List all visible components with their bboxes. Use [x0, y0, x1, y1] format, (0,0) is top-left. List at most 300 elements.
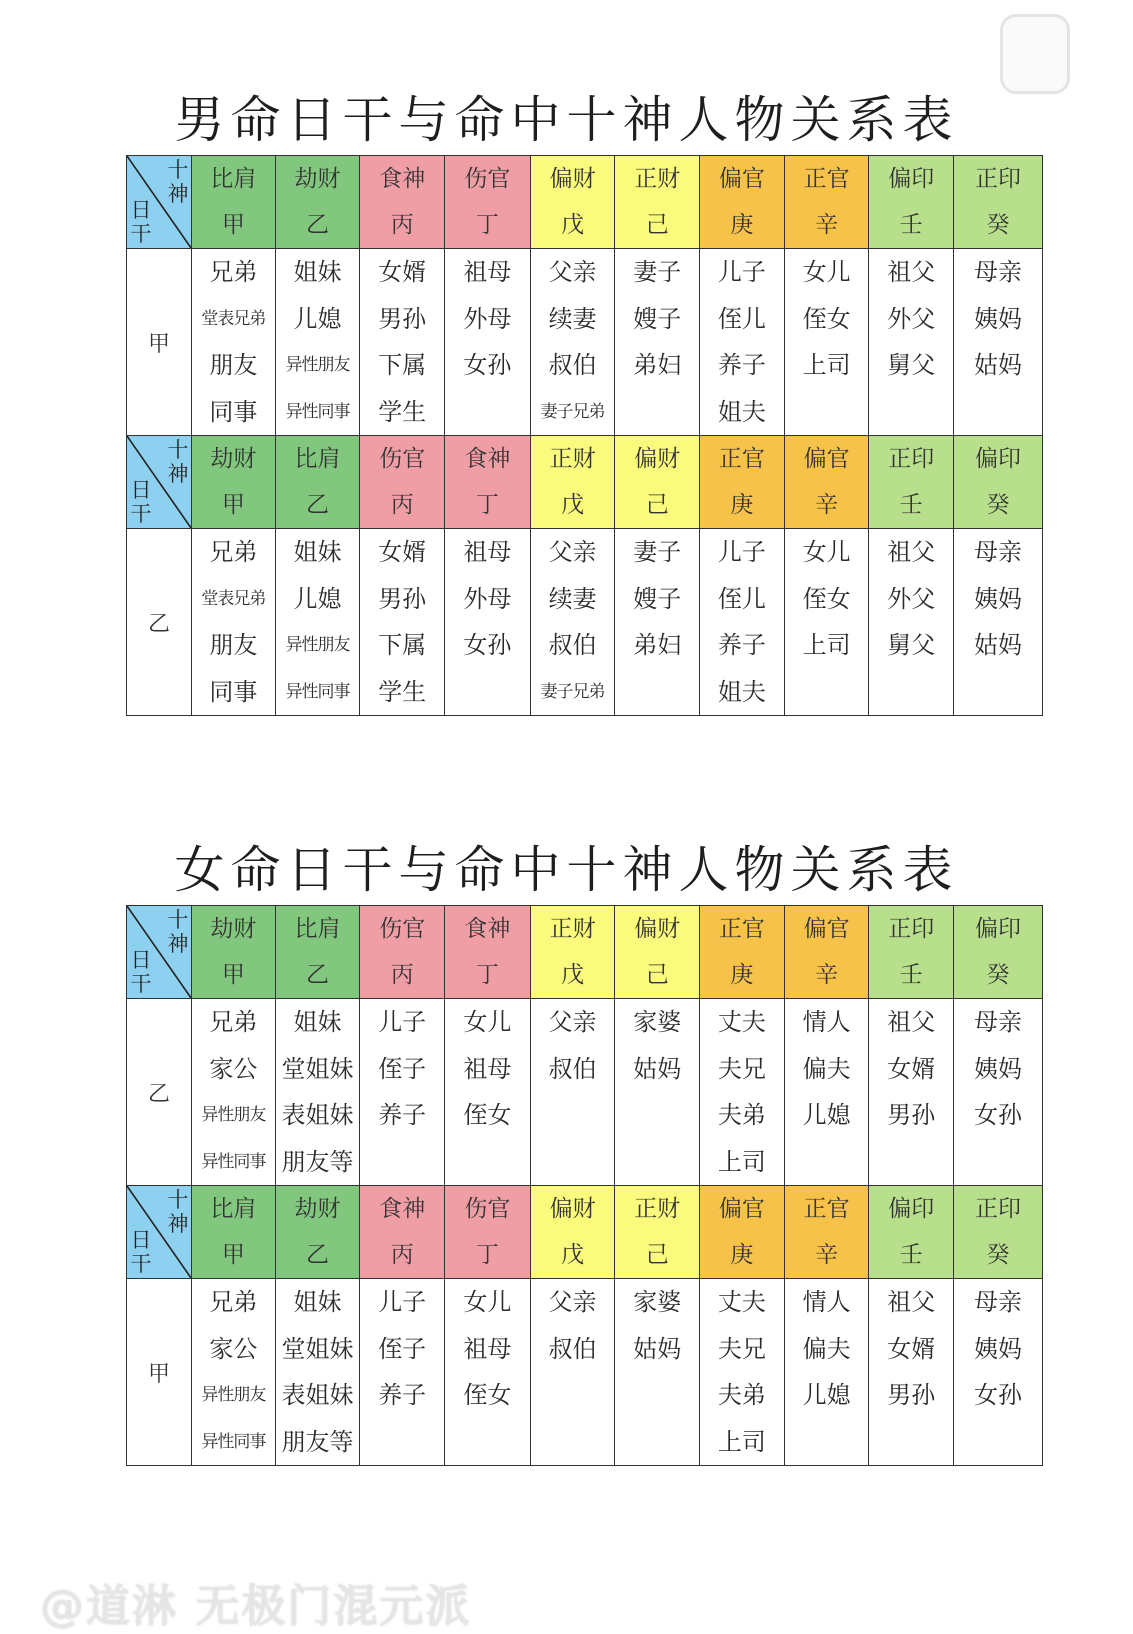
ten-god-name: 正官 — [803, 166, 850, 192]
corner-shen-top: 十 — [167, 158, 189, 182]
relation-item: 女儿 — [463, 1288, 512, 1316]
heavenly-stem: 丙 — [390, 492, 414, 518]
ten-god-name: 正官 — [803, 1196, 850, 1222]
female-relationship-table — [126, 905, 1043, 1466]
ten-god-name: 食神 — [379, 1196, 426, 1222]
relation-item: 儿媳 — [293, 304, 342, 333]
ten-god-header — [445, 1186, 531, 1279]
relation-item: 上司 — [717, 1427, 766, 1456]
relation-row — [127, 1279, 1043, 1466]
corner-gan-side: 日 — [130, 1228, 152, 1252]
relation-item: 兄弟 — [209, 538, 258, 566]
relation-item: 祖父 — [887, 1008, 936, 1036]
relation-item: 下属 — [378, 351, 427, 379]
relation-item: 祖母 — [463, 258, 512, 286]
heavenly-stem: 丁 — [475, 1242, 499, 1268]
ten-god-header — [192, 156, 276, 249]
relation-item: 叔伯 — [548, 1334, 597, 1363]
ten-god-name: 伤官 — [379, 916, 426, 942]
corner-gan-side: 日 — [130, 948, 152, 972]
ten-god-header — [954, 156, 1043, 249]
relation-cell — [700, 999, 785, 1186]
header-row — [127, 436, 1043, 529]
heavenly-stem: 壬 — [899, 492, 923, 518]
heavenly-stem: 甲 — [221, 1242, 245, 1268]
ten-god-header — [445, 906, 531, 999]
relation-item: 养子 — [717, 631, 766, 659]
relation-item: 侄儿 — [717, 304, 766, 333]
relation-item: 姑妈 — [633, 1334, 682, 1363]
relation-cell — [445, 999, 531, 1186]
relation-item: 侄女 — [463, 1101, 512, 1129]
relation-item: 男孙 — [378, 304, 427, 333]
relation-item: 嫂子 — [633, 304, 682, 333]
relation-item: 儿子 — [378, 1288, 427, 1316]
relation-item: 姨妈 — [974, 584, 1023, 613]
relation-item: 异性同事 — [201, 1151, 266, 1172]
ten-god-header — [954, 436, 1043, 529]
ten-god-name: 偏财 — [549, 166, 596, 192]
male-table-title: 男命日干与命中十神人物关系表 — [174, 91, 959, 149]
ten-god-header — [530, 156, 615, 249]
corner-gan-label — [130, 948, 152, 996]
corner-cell — [127, 1186, 192, 1279]
relation-cell — [360, 529, 445, 716]
relation-item: 家婆 — [633, 1288, 682, 1316]
relation-item: 嫂子 — [633, 584, 682, 613]
relation-item: 叔伯 — [548, 1054, 597, 1083]
relation-item: 情人 — [802, 1288, 851, 1316]
ten-god-name: 偏财 — [549, 1196, 596, 1222]
relation-item: 男孙 — [887, 1101, 936, 1129]
ten-god-name: 正财 — [634, 1196, 681, 1222]
ten-god-name: 伤官 — [464, 1196, 511, 1222]
relation-item: 儿媳 — [802, 1101, 851, 1129]
relation-item: 异性同事 — [201, 1431, 266, 1452]
relation-item: 母亲 — [974, 1288, 1023, 1316]
corner-gan-bottom: 干 — [130, 1252, 152, 1276]
relation-item: 女儿 — [463, 1008, 512, 1036]
relation-cell — [445, 1279, 531, 1466]
relation-row — [127, 529, 1043, 716]
ten-god-header — [615, 1186, 700, 1279]
relation-item: 外父 — [887, 584, 936, 613]
ten-god-name: 比肩 — [210, 166, 257, 192]
relation-item: 上司 — [717, 1147, 766, 1176]
relation-cell — [954, 999, 1043, 1186]
heavenly-stem: 乙 — [306, 492, 330, 518]
relation-cell — [784, 249, 869, 436]
heavenly-stem: 甲 — [221, 962, 245, 988]
relation-item: 父亲 — [548, 1008, 597, 1036]
ten-god-name: 正印 — [888, 916, 935, 942]
relation-item: 女孙 — [974, 1381, 1023, 1409]
relation-item: 母亲 — [974, 538, 1023, 566]
relation-item: 儿子 — [378, 1008, 427, 1036]
ten-god-header — [615, 436, 700, 529]
relation-item: 姐妹 — [293, 1008, 342, 1036]
relation-item: 侄子 — [378, 1334, 427, 1363]
relation-item: 夫兄 — [717, 1054, 766, 1083]
relation-item: 上司 — [802, 351, 851, 379]
relation-cell — [869, 249, 954, 436]
relation-item: 丈夫 — [717, 1288, 766, 1316]
relation-cell — [530, 999, 615, 1186]
ten-god-header — [869, 156, 954, 249]
male-relationship-table — [126, 155, 1043, 716]
ten-god-header — [869, 1186, 954, 1279]
relation-item: 朋友等 — [281, 1427, 354, 1456]
heavenly-stem: 壬 — [899, 962, 923, 988]
relation-cell — [530, 529, 615, 716]
relation-item: 女婿 — [887, 1054, 936, 1083]
relation-item: 妻子兄弟 — [540, 681, 605, 702]
corner-cell — [127, 906, 192, 999]
relation-item: 父亲 — [548, 258, 597, 286]
ten-god-name: 偏财 — [634, 916, 681, 942]
relation-item: 祖母 — [463, 1334, 512, 1363]
relation-item: 养子 — [378, 1381, 427, 1409]
relation-item: 侄女 — [463, 1381, 512, 1409]
ten-god-name: 正财 — [634, 166, 681, 192]
ten-god-name: 偏官 — [803, 916, 850, 942]
relation-item: 异性朋友 — [201, 1105, 266, 1125]
relation-item: 堂姐妹 — [281, 1334, 354, 1363]
relation-item: 儿媳 — [802, 1381, 851, 1409]
corner-shen-side: 神 — [167, 932, 189, 956]
heavenly-stem: 丁 — [475, 492, 499, 518]
relation-item: 外父 — [887, 304, 936, 333]
relation-item: 祖父 — [887, 538, 936, 566]
relation-item: 养子 — [378, 1101, 427, 1129]
relation-item: 儿子 — [717, 258, 766, 286]
relation-item: 侄女 — [802, 584, 851, 613]
corner-cell — [127, 436, 192, 529]
relation-item: 姑妈 — [633, 1054, 682, 1083]
corner-gan-bottom: 干 — [130, 222, 152, 246]
day-stem-cell: 乙 — [127, 529, 192, 716]
ten-god-header — [530, 1186, 615, 1279]
heavenly-stem: 壬 — [899, 212, 923, 238]
relation-item: 续妻 — [548, 304, 597, 333]
ten-god-name: 比肩 — [294, 916, 341, 942]
ten-god-name: 正财 — [549, 446, 596, 472]
ten-god-name: 食神 — [379, 166, 426, 192]
relation-cell — [700, 1279, 785, 1466]
relation-item: 兄弟 — [209, 1008, 258, 1036]
relation-item: 学生 — [378, 397, 427, 426]
corner-gan-label — [130, 1228, 152, 1276]
corner-gan-label — [130, 198, 152, 246]
relation-item: 学生 — [378, 677, 427, 706]
heavenly-stem: 戊 — [561, 492, 585, 518]
relation-item: 堂表兄弟 — [201, 308, 266, 329]
relation-cell — [700, 249, 785, 436]
corner-shen-label — [167, 1188, 189, 1236]
ten-god-name: 偏印 — [888, 166, 935, 192]
ten-god-header — [445, 156, 531, 249]
relation-item: 祖父 — [887, 1288, 936, 1316]
relation-item: 叔伯 — [548, 351, 597, 379]
header-row — [127, 906, 1043, 999]
relation-item: 兄弟 — [209, 258, 258, 286]
relation-cell — [615, 249, 700, 436]
relation-item: 姐夫 — [717, 677, 766, 706]
heavenly-stem: 乙 — [306, 1242, 330, 1268]
ten-god-name: 劫财 — [294, 166, 341, 192]
relation-item: 表姐妹 — [281, 1381, 354, 1409]
ten-god-header — [784, 156, 869, 249]
relation-cell — [954, 249, 1043, 436]
relation-cell — [615, 529, 700, 716]
relation-item: 儿子 — [717, 538, 766, 566]
corner-shen-label — [167, 158, 189, 206]
ten-god-name: 劫财 — [210, 916, 257, 942]
heavenly-stem: 辛 — [815, 1242, 839, 1268]
relation-item: 妻子兄弟 — [540, 401, 605, 422]
corner-shen-label — [167, 908, 189, 956]
ten-god-name: 正官 — [718, 446, 765, 472]
relation-item: 舅父 — [887, 631, 936, 659]
relation-item: 女孙 — [463, 631, 512, 659]
relation-item: 妻子 — [633, 258, 682, 286]
relation-cell — [445, 529, 531, 716]
relation-item: 夫弟 — [717, 1381, 766, 1409]
relation-item: 朋友 — [209, 631, 258, 659]
ten-god-name: 偏官 — [718, 1196, 765, 1222]
ten-god-header — [192, 436, 276, 529]
heavenly-stem: 庚 — [730, 962, 754, 988]
relation-item: 父亲 — [548, 538, 597, 566]
ten-god-header — [275, 906, 360, 999]
relation-item: 姐妹 — [293, 1288, 342, 1316]
relation-item: 兄弟 — [209, 1288, 258, 1316]
heavenly-stem: 戊 — [561, 1242, 585, 1268]
corner-gan-side: 日 — [130, 198, 152, 222]
relation-cell — [784, 1279, 869, 1466]
ten-god-name: 比肩 — [294, 446, 341, 472]
heavenly-stem: 辛 — [815, 492, 839, 518]
relation-cell — [530, 1279, 615, 1466]
heavenly-stem: 癸 — [986, 212, 1010, 238]
ten-god-name: 偏官 — [803, 446, 850, 472]
ten-god-header — [615, 156, 700, 249]
relation-cell — [615, 1279, 700, 1466]
relation-cell — [869, 1279, 954, 1466]
relation-cell — [192, 999, 276, 1186]
relation-item: 姨妈 — [974, 1334, 1023, 1363]
relation-cell — [192, 1279, 276, 1466]
ten-god-name: 正官 — [718, 916, 765, 942]
ten-god-header — [530, 436, 615, 529]
relation-item: 丈夫 — [717, 1008, 766, 1036]
ten-god-header — [869, 436, 954, 529]
relation-cell — [784, 999, 869, 1186]
relation-cell — [784, 529, 869, 716]
ten-god-name: 伤官 — [379, 446, 426, 472]
ten-god-name: 食神 — [464, 916, 511, 942]
relation-item: 夫兄 — [717, 1334, 766, 1363]
heavenly-stem: 庚 — [730, 492, 754, 518]
relation-item: 异性朋友 — [201, 1385, 266, 1405]
ten-god-header — [700, 156, 785, 249]
relation-item: 偏夫 — [802, 1334, 851, 1363]
heavenly-stem: 甲 — [221, 212, 245, 238]
relation-item: 异性朋友 — [285, 355, 350, 375]
ten-god-header — [954, 906, 1043, 999]
heavenly-stem: 辛 — [815, 962, 839, 988]
relation-item: 姐妹 — [293, 538, 342, 566]
ten-god-header — [192, 906, 276, 999]
relation-item: 朋友 — [209, 351, 258, 379]
relation-cell — [360, 249, 445, 436]
relation-item: 同事 — [209, 677, 258, 706]
heavenly-stem: 丁 — [475, 962, 499, 988]
relation-item: 姨妈 — [974, 1054, 1023, 1083]
relation-cell — [360, 1279, 445, 1466]
ten-god-header — [275, 1186, 360, 1279]
relation-cell — [530, 249, 615, 436]
ten-god-name: 偏印 — [975, 916, 1022, 942]
relation-item: 情人 — [802, 1008, 851, 1036]
heavenly-stem: 戊 — [561, 212, 585, 238]
ten-god-name: 正财 — [549, 916, 596, 942]
relation-cell — [869, 999, 954, 1186]
corner-gan-bottom: 干 — [130, 502, 152, 526]
ten-god-name: 劫财 — [294, 1196, 341, 1222]
relation-item: 外母 — [463, 304, 512, 333]
relation-item: 男孙 — [378, 584, 427, 613]
ten-god-name: 正印 — [975, 166, 1022, 192]
header-row — [127, 1186, 1043, 1279]
ten-god-name: 偏财 — [634, 446, 681, 472]
relation-item: 姑妈 — [974, 351, 1023, 379]
relation-item: 上司 — [802, 631, 851, 659]
relation-item: 弟妇 — [633, 351, 682, 379]
ten-god-header — [869, 906, 954, 999]
relation-item: 女婿 — [378, 538, 427, 566]
heavenly-stem: 壬 — [899, 1242, 923, 1268]
relation-item: 家公 — [209, 1334, 258, 1363]
heavenly-stem: 辛 — [815, 212, 839, 238]
corner-gan-side: 日 — [130, 478, 152, 502]
relation-item: 女孙 — [974, 1101, 1023, 1129]
relation-item: 朋友等 — [281, 1147, 354, 1176]
ten-god-header — [275, 436, 360, 529]
relation-item: 堂表兄弟 — [201, 588, 266, 609]
relation-item: 儿媳 — [293, 584, 342, 613]
heavenly-stem: 庚 — [730, 212, 754, 238]
heavenly-stem: 癸 — [986, 1242, 1010, 1268]
corner-shen-side: 神 — [167, 1212, 189, 1236]
ten-god-header — [700, 436, 785, 529]
relation-item: 家婆 — [633, 1008, 682, 1036]
relation-item: 偏夫 — [802, 1054, 851, 1083]
heavenly-stem: 己 — [645, 212, 669, 238]
relation-item: 侄子 — [378, 1054, 427, 1083]
relation-cell — [869, 529, 954, 716]
ten-god-header — [445, 436, 531, 529]
ten-god-header — [784, 906, 869, 999]
female-table-title: 女命日干与命中十神人物关系表 — [174, 841, 959, 899]
relation-item: 女孙 — [463, 351, 512, 379]
relation-cell — [445, 249, 531, 436]
ten-god-header — [615, 906, 700, 999]
heavenly-stem: 戊 — [561, 962, 585, 988]
relation-item: 叔伯 — [548, 631, 597, 659]
ten-god-name: 伤官 — [464, 166, 511, 192]
corner-shen-label — [167, 438, 189, 486]
ten-god-header — [530, 906, 615, 999]
relation-cell — [192, 529, 276, 716]
corner-shen-top: 十 — [167, 908, 189, 932]
relation-item: 妻子 — [633, 538, 682, 566]
relation-cell — [275, 999, 360, 1186]
relation-cell — [615, 999, 700, 1186]
heavenly-stem: 癸 — [986, 962, 1010, 988]
ten-god-name: 正印 — [888, 446, 935, 472]
relation-item: 祖母 — [463, 1054, 512, 1083]
relation-item: 父亲 — [548, 1288, 597, 1316]
relation-cell — [275, 1279, 360, 1466]
relation-item: 女婿 — [378, 258, 427, 286]
ten-god-name: 偏印 — [888, 1196, 935, 1222]
day-stem-cell: 乙 — [127, 999, 192, 1186]
relation-item: 姨妈 — [974, 304, 1023, 333]
corner-shen-top: 十 — [167, 1188, 189, 1212]
heavenly-stem: 庚 — [730, 1242, 754, 1268]
relation-row — [127, 249, 1043, 436]
ten-god-header — [360, 156, 445, 249]
relation-cell — [954, 1279, 1043, 1466]
heavenly-stem: 甲 — [221, 492, 245, 518]
ten-god-name: 偏印 — [975, 446, 1022, 472]
heavenly-stem: 丙 — [390, 1242, 414, 1268]
relation-item: 夫弟 — [717, 1101, 766, 1129]
relation-row — [127, 999, 1043, 1186]
relation-item: 侄女 — [802, 304, 851, 333]
ten-god-name: 比肩 — [210, 1196, 257, 1222]
corner-shen-top: 十 — [167, 438, 189, 462]
ten-god-header — [360, 1186, 445, 1279]
relation-item: 女婿 — [887, 1334, 936, 1363]
relation-item: 姑妈 — [974, 631, 1023, 659]
relation-item: 舅父 — [887, 351, 936, 379]
relation-item: 侄儿 — [717, 584, 766, 613]
ten-god-name: 正印 — [975, 1196, 1022, 1222]
ten-god-name: 偏官 — [718, 166, 765, 192]
heavenly-stem: 丁 — [475, 212, 499, 238]
relation-item: 姐妹 — [293, 258, 342, 286]
day-stem-cell: 甲 — [127, 1279, 192, 1466]
relation-item: 女儿 — [802, 258, 851, 286]
relation-item: 祖母 — [463, 538, 512, 566]
relation-item: 家公 — [209, 1054, 258, 1083]
relation-item: 男孙 — [887, 1381, 936, 1409]
ten-god-header — [275, 156, 360, 249]
heavenly-stem: 己 — [645, 1242, 669, 1268]
relation-item: 异性同事 — [285, 681, 350, 702]
ten-god-header — [954, 1186, 1043, 1279]
heavenly-stem: 乙 — [306, 962, 330, 988]
ten-god-header — [700, 906, 785, 999]
relation-item: 母亲 — [974, 1008, 1023, 1036]
relation-item: 异性同事 — [285, 401, 350, 422]
relation-item: 堂姐妹 — [281, 1054, 354, 1083]
relation-cell — [954, 529, 1043, 716]
relation-item: 母亲 — [974, 258, 1023, 286]
relation-item: 弟妇 — [633, 631, 682, 659]
